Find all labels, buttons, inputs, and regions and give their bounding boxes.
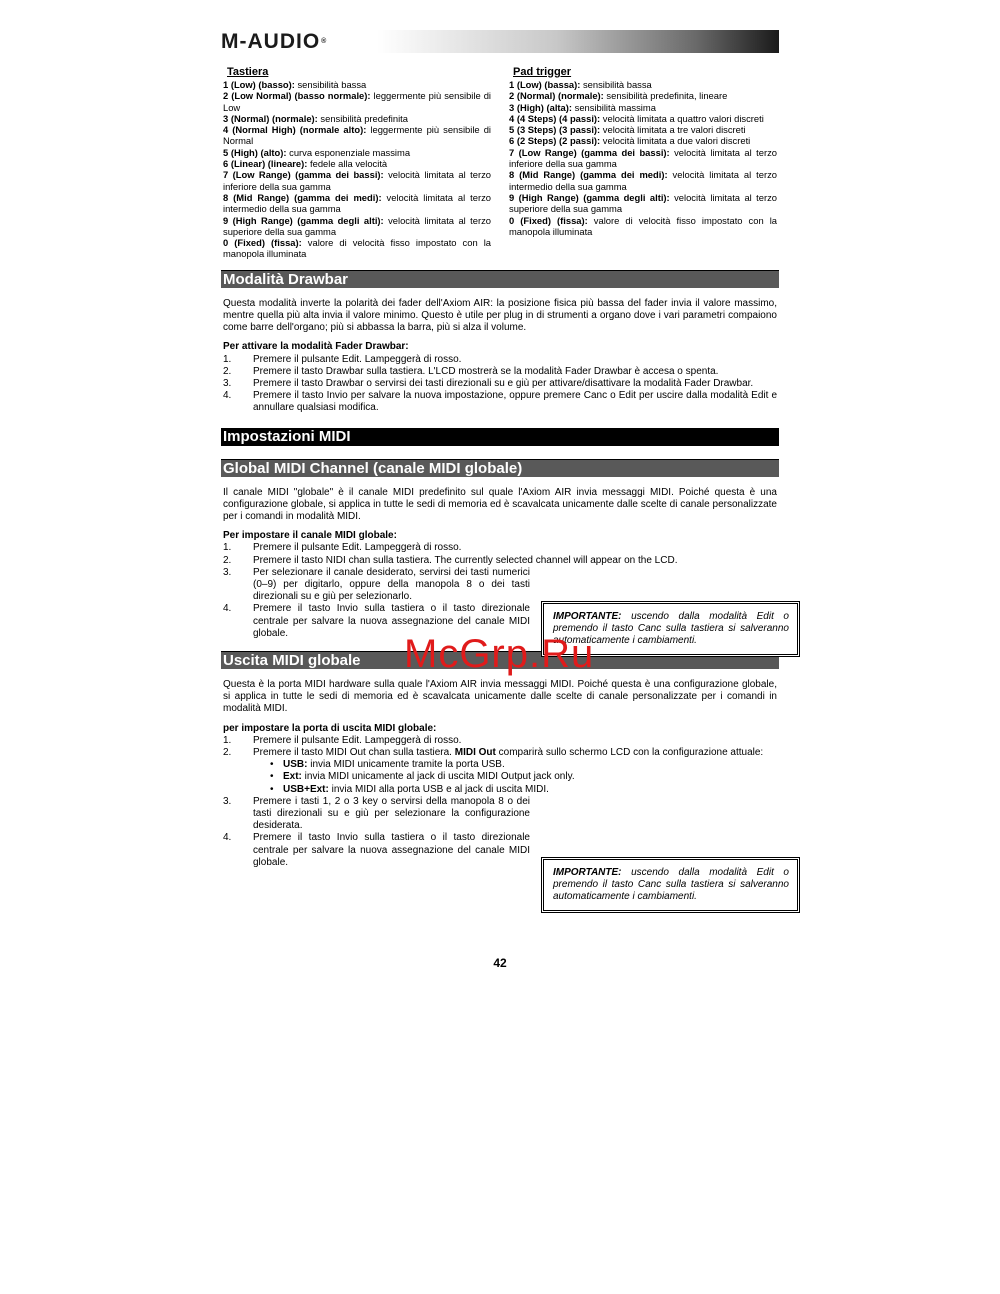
page-number: 42 (493, 956, 507, 970)
global-channel-subhead: Per impostare il canale MIDI globale: (223, 530, 397, 542)
drawbar-subhead: Per attivare la modalità Fader Drawbar: (223, 341, 409, 353)
tastiera-item: 5 (High) (alto): curva esponenziale massima (223, 146, 411, 158)
pad-item: 9 (High Range) (gamma degli alti): velocità limitata al terzo superiore della sua gamma (509, 191, 778, 215)
tastiera-item: 8 (Mid Range) (gamma dei medi): velocità limitata al terzo intermedio della sua gamma (223, 191, 491, 215)
watermark: McGrp.Ru (404, 632, 595, 676)
tastiera-item: 2 (Low Normal) (basso normale): leggermente più sensibile di Low (223, 90, 491, 113)
pad-list (509, 79, 777, 237)
pad-item: 2 (Normal) (normale): sensibilità predefinita, lineare (509, 90, 728, 102)
tastiera-item: 0 (Fixed) (fissa): valore di velocità fisso impostato con la manopola illuminata (223, 237, 491, 260)
pad-item: 7 (Low Range) (gamma dei bassi): velocità limitata al terzo inferiore della sua gamma (509, 146, 777, 170)
pad-item: 3 (High) (alta): sensibilità massima (509, 101, 656, 113)
global-channel-title: Global MIDI Channel (canale MIDI globale) (221, 459, 779, 477)
uscita-bullet: • USB: invia MIDI unicamente tramite la porta USB. (223, 759, 777, 771)
uscita-step-3: 3. Premere i tasti 1, 2 o 3 key o servirsi della manopola 8 o dei tasti direzionali su e giù per selezionare la configurazione desiderata. (223, 795, 530, 832)
drawbar-step: 3. Premere il tasto Drawbar o servirsi dei tasti direzionali su e giù per attivare/disattivare la modalità Fader Drawbar. (223, 377, 754, 389)
uscita-bullet: • USB+Ext: invia MIDI alla porta USB e al jack di uscita MIDI. (223, 784, 777, 796)
page-header (221, 30, 779, 53)
pad-item: 8 (Mid Range) (gamma dei medi): velocità limitata al terzo intermedio della sua gamma (509, 169, 777, 192)
pad-item: 6 (2 Steps) (2 passi): velocità limitata a due valori discreti (509, 135, 751, 147)
uscita-intro: Questa è la porta MIDI hardware sulla quale l'Axiom AIR invia messaggi MIDI. Poiché questa è una configurazione globale, si applica in tutte le sedi di memoria ed è scavalcata unicamente dalle scelte di canale personalizzate per i comandi in modalità MIDI. (223, 679, 777, 715)
tastiera-item: 6 (Linear) (lineare): fedele alla velocità (223, 158, 388, 170)
global-channel-note: IMPORTANTE: uscendo dalla modalità Edit o premendo il tasto Canc sulla tastiera si salveranno automaticamente i cambiamenti. (541, 601, 800, 657)
tastiera-list (223, 79, 491, 260)
page-content (223, 66, 777, 869)
uscita-step-1: 1. Premere il pulsante Edit. Lampeggerà di rosso. (223, 734, 462, 746)
velocity-columns (223, 66, 777, 260)
m-audio-logo: M-AUDIO® (221, 30, 328, 53)
global_channel-step: 1. Premere il pulsante Edit. Lampeggerà di rosso. (223, 542, 462, 554)
uscita-step-2: 2. Premere il tasto MIDI Out chan sulla tastiera. MIDI Out comparirà sullo schermo LCD con la configurazione attuale: (223, 747, 764, 759)
uscita-steps (223, 735, 777, 759)
drawbar-steps (223, 354, 777, 415)
drawbar-step: 1. Premere il pulsante Edit. Lampeggerà di rosso. (223, 353, 462, 365)
tastiera-heading: Tastiera (227, 66, 269, 78)
uscita-subhead: per impostare la porta di uscita MIDI globale: (223, 722, 437, 734)
pad-item: 4 (4 Steps) (4 passi): velocità limitata a quattro valori discreti (509, 112, 764, 124)
uscita-section-title: Uscita MIDI globale (221, 651, 779, 669)
pad-item: 5 (3 Steps) (3 passi): velocità limitata a tre valori discreti (509, 124, 746, 136)
uscita-bullet: • Ext: invia MIDI unicamente al jack di uscita MIDI Output jack only. (223, 771, 777, 783)
pad-heading: Pad trigger (513, 66, 572, 78)
tastiera-column (223, 66, 491, 260)
pad-item: 1 (Low) (bassa): sensibilità bassa (509, 79, 652, 90)
uscita-step-4: 4. Premere il tasto Invio sulla tastiera o il tasto direzionale centrale per salvare la nuova assegnazione del canale MIDI globale. (223, 832, 530, 868)
tastiera-item: 3 (Normal) (normale): sensibilità predefinita (223, 112, 408, 124)
pad-item: 0 (Fixed) (fissa): valore di velocità fisso impostato con la manopola illuminata (509, 214, 777, 237)
tastiera-item: 9 (High Range) (gamma degli alti): velocità limitata al terzo superiore della sua gamma (223, 214, 492, 237)
global_channel-step: 4. Premere il tasto Invio sulla tastiera o il tasto direzionale centrale per salvare la nuova assegnazione del canale MIDI globale. (223, 603, 530, 639)
tastiera-item: 4 (Normal High) (normale alto): leggermente più sensibile di Normal (223, 124, 491, 147)
drawbar-section-title: Modalità Drawbar (221, 270, 779, 288)
drawbar-intro: Questa modalità inverte la polarità dei fader dell'Axiom AIR: la posizione fisica più bassa del fader invia il valore massimo, mentre quella più alta invia il valore minimo. Questo è utile per plug in di strumenti a organo dove i vari parametri compaiono come barre dell'organo; più si abbassa la barra, più si alza il volume. (223, 297, 777, 334)
uscita-bullets (223, 759, 777, 796)
tastiera-item: 1 (Low) (basso): sensibilità bassa (223, 79, 367, 90)
tastiera-item: 7 (Low Range) (gamma dei bassi): velocità limitata al terzo inferiore della sua gamma (223, 169, 491, 192)
midi-section-title: Impostazioni MIDI (221, 428, 779, 446)
global_channel-step: 2. Premere il tasto NIDI chan sulla tastiera. The currently selected channel will appear on the LCD. (223, 554, 678, 566)
uscita-note: IMPORTANTE: uscendo dalla modalità Edit o premendo il tasto Canc sulla tastiera si salveranno automaticamente i cambiamenti. (541, 857, 800, 913)
drawbar-step: 4. Premere il tasto Invio per salvare la nuova impostazione, oppure premere Canc o Edit per uscire dalla modalità Edit e annullare qualsiasi modifica. (223, 390, 777, 414)
drawbar-step: 2. Premere il tasto Drawbar sulla tastiera. L'LCD mostrerà se la modalità Fader Drawbar è accesa o spenta. (223, 365, 719, 377)
global_channel-step: 3. Per selezionare il canale desiderato, servirsi dei tasti numerici (0–9) per digitarlo, oppure della manopola 8 o dei tasti direzionali su e giù per selezionarlo. (223, 566, 530, 603)
pad-column (509, 66, 777, 260)
global-channel-intro: Il canale MIDI "globale" è il canale MIDI predefinito sul quale l'Axiom AIR invia messaggi MIDI. Poiché questa è una configurazione globale, si applica in tutte le sedi di memoria ed è scavalcata unicamente dalle scelte di canale personalizzate per i comandi in modalità MIDI. (223, 486, 777, 522)
